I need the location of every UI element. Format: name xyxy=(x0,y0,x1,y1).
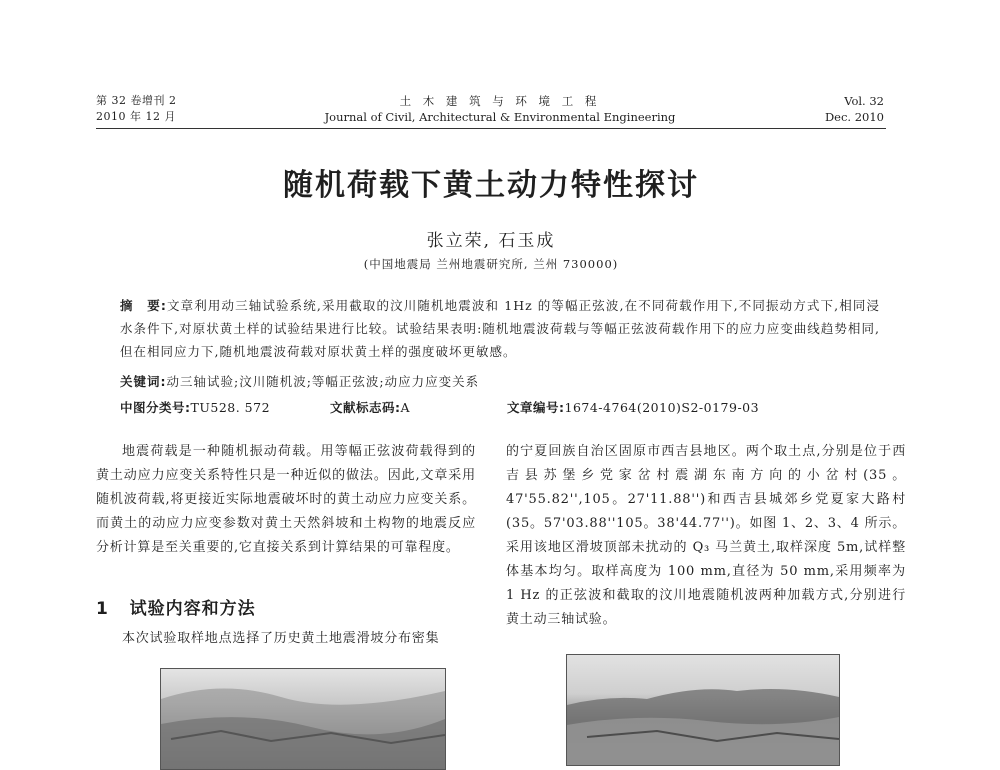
section-title: 试验内容和方法 xyxy=(129,599,256,619)
journal-name xyxy=(290,93,710,125)
date-en: Dec. 2010 xyxy=(824,110,884,124)
document-code xyxy=(330,398,410,416)
section-number: 1 xyxy=(96,599,109,619)
clc-label: 中图分类号: xyxy=(120,400,191,415)
hillside-image xyxy=(161,669,445,769)
section-1-body xyxy=(96,627,476,651)
clc-value: TU528. 572 xyxy=(190,400,271,415)
site-photo-right xyxy=(566,654,840,766)
body-paragraph-2: 本次试验取样地点选择了历史黄土地震滑坡分布密集 xyxy=(122,631,440,646)
article-number xyxy=(507,398,759,416)
body-paragraph-right: 的宁夏回族自治区固原市西吉县地区。两个取土点,分别是位于西吉县苏堡乡党家岔村震湖东南方向的小岔村(35。47'55.82'',105。27'11.88'')和西吉县城郊乡党夏家大路村(35。57'03.88''105。38'44.77'')。如图 1、2、3、4 所示。采用该地区滑坡顶部未扰动的 Q₃ 马兰黄土,取样深度 5m,试样整体基本均匀。取样高度为 100 mm,直径为 50 mm,采用频率为 1 Hz 的正弦波和截取的汶川地震随机波两种加载方式,分别进行黄土动三轴试验。 xyxy=(506,444,907,627)
clc-number xyxy=(120,398,270,416)
journal-name-cn: 土 木 建 筑 与 环 境 工 程 xyxy=(399,94,601,108)
site-photo-left xyxy=(160,668,446,770)
body-left-column xyxy=(96,440,476,560)
body-right-column xyxy=(506,440,906,632)
volume-issue-cn: 第 32 卷增刊 2 xyxy=(96,94,177,107)
abstract xyxy=(120,294,880,363)
article-number-label: 文章编号: xyxy=(507,400,565,415)
header-rule xyxy=(96,128,886,129)
doc-code-label: 文献标志码: xyxy=(330,400,401,415)
abstract-text: 文章利用动三轴试验系统,采用截取的汶川随机地震波和 1Hz 的等幅正弦波,在不同荷载作用下,不同振动方式下,相同浸水条件下,对原状黄土样的试验结果进行比较。试验结果表明:随机地震波荷载与等幅正弦波荷载作用下的应力应变曲线趋势相同,但在相同应力下,随机地震波荷载对原状黄土样的强度破坏更敏感。 xyxy=(120,298,880,359)
journal-volume-en xyxy=(800,93,884,125)
keywords-text: 动三轴试验;汶川随机波;等幅正弦波;动应力应变关系 xyxy=(166,374,480,389)
doc-code-value: A xyxy=(400,400,411,415)
body-paragraph-1: 地震荷载是一种随机振动荷载。用等幅正弦波荷载得到的黄土动应力应变关系特性只是一种近似的做法。因此,文章采用随机波荷载,将更接近实际地震破坏时的黄土动应力应变关系。而黄土的动应力应变参数对黄土天然斜坡和土构物的地震反应分析计算是至关重要的,它直接关系到计算结果的可靠程度。 xyxy=(96,444,476,555)
mountain-image xyxy=(567,655,839,765)
author-affiliation: (中国地震局 兰州地震研究所, 兰州 730000) xyxy=(363,257,619,271)
keywords-label: 关键词: xyxy=(120,374,167,389)
journal-name-en: Journal of Civil, Architectural & Environmental Engineering xyxy=(324,110,676,124)
section-heading-1 xyxy=(96,594,256,619)
abstract-label: 摘 要: xyxy=(120,298,167,313)
article-number-value: 1674-4764(2010)S2-0179-03 xyxy=(564,400,760,415)
paper-title: 随机荷载下黄土动力特性探讨 xyxy=(283,168,699,203)
volume-en: Vol. 32 xyxy=(844,94,884,108)
paper-authors: 张立荣, 石玉成 xyxy=(426,231,556,251)
journal-volume-cn xyxy=(96,93,177,125)
keywords xyxy=(120,372,880,390)
date-cn: 2010 年 12 月 xyxy=(96,110,176,123)
